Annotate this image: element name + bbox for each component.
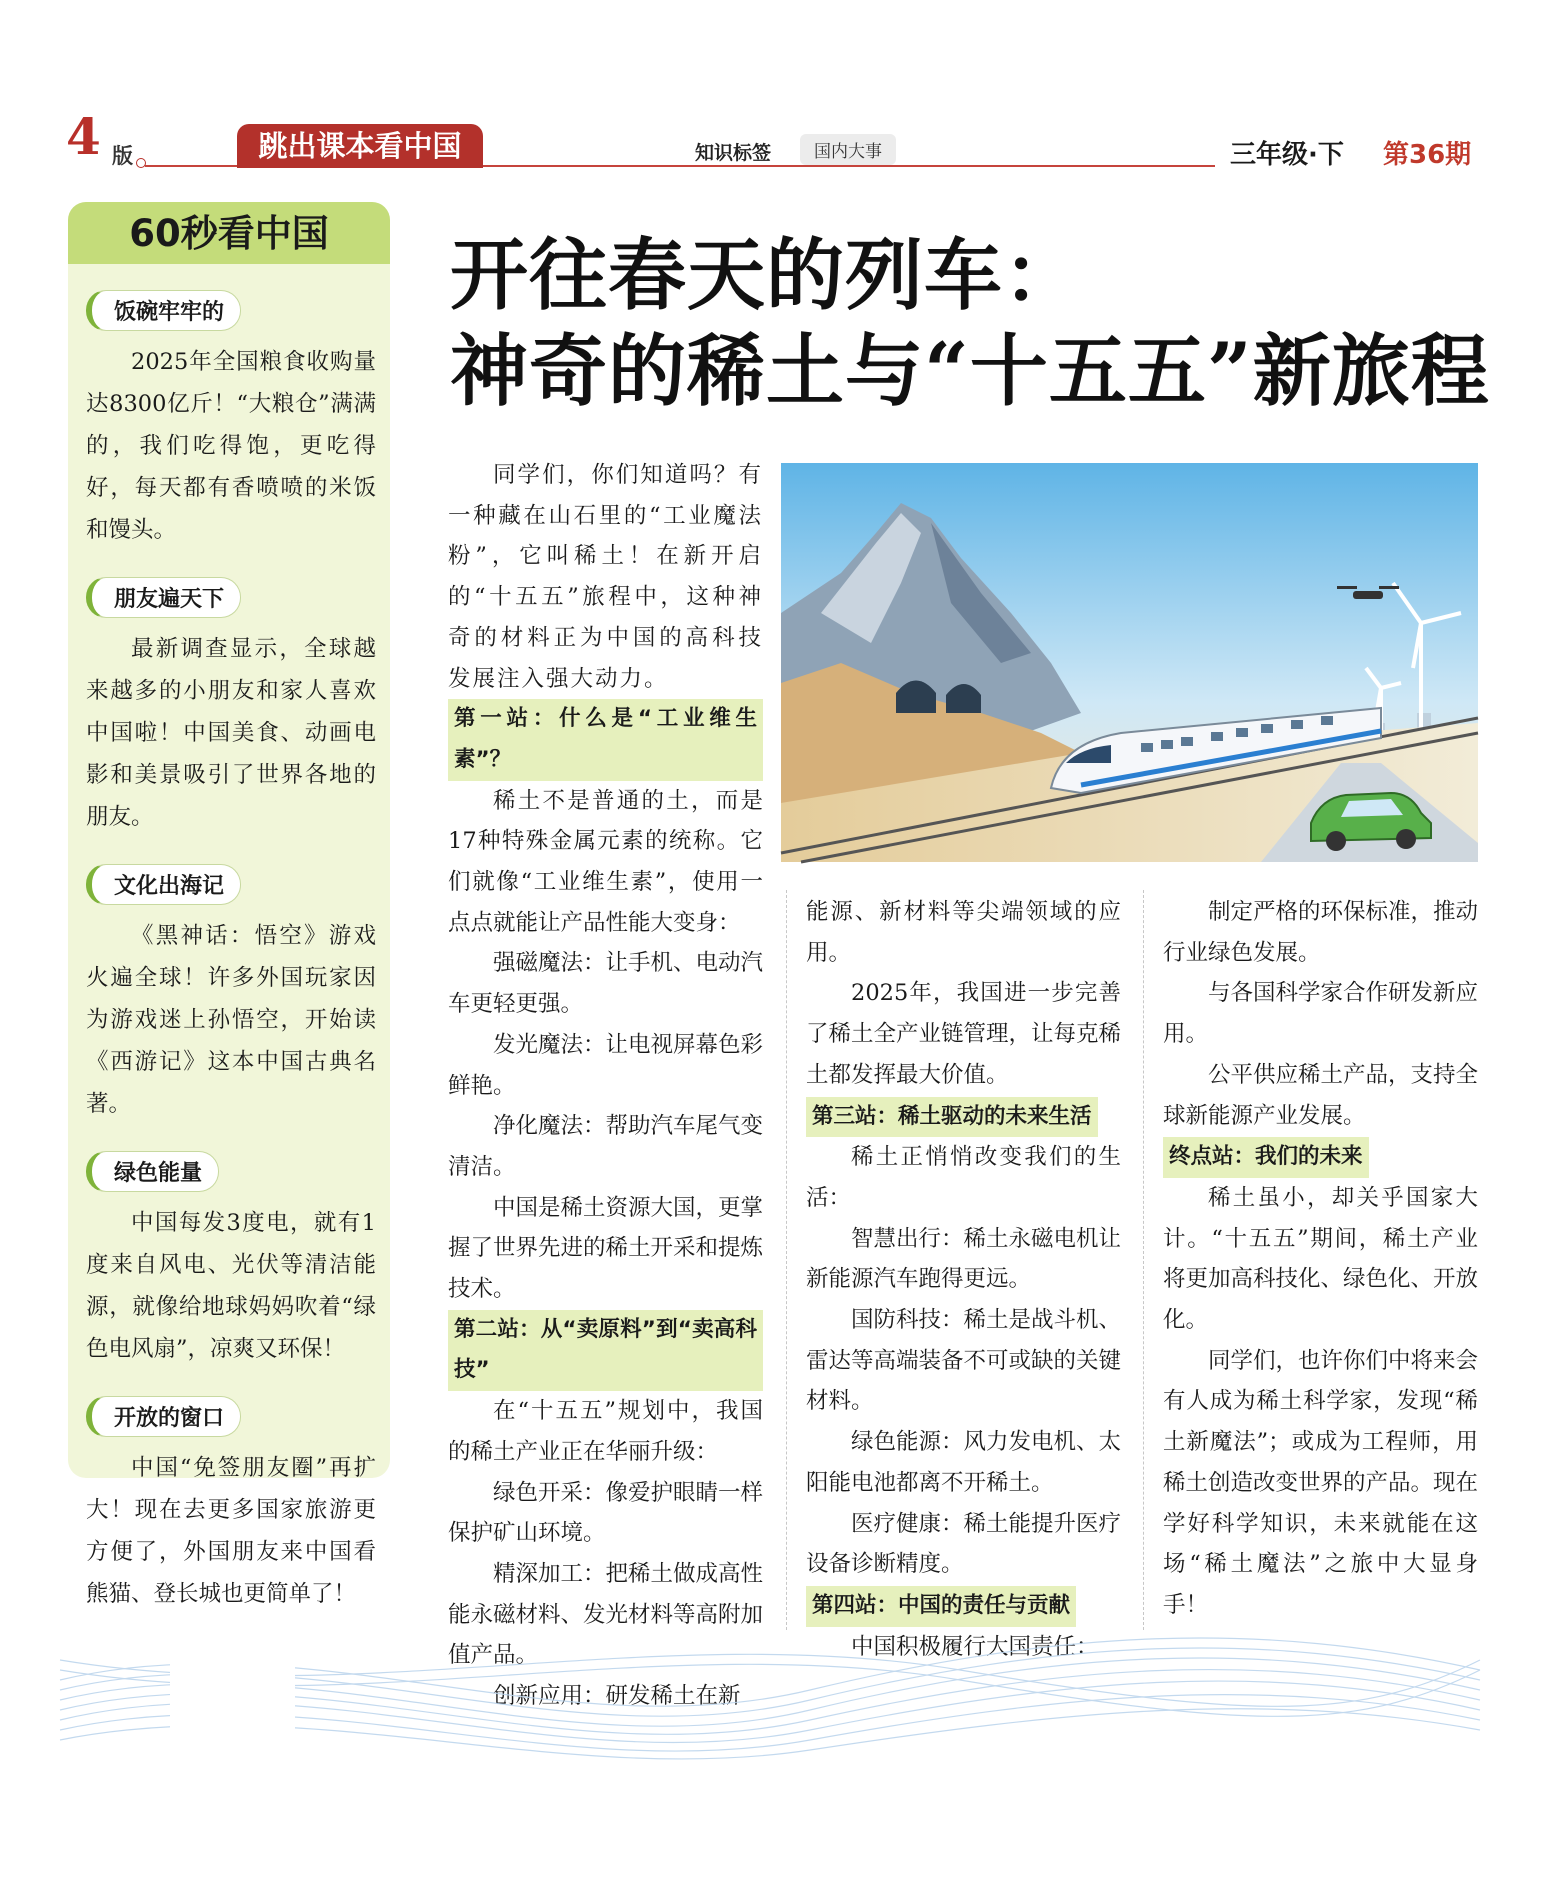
sidebar-title: 60秒看中国 bbox=[68, 202, 390, 264]
station-4-heading: 第四站：中国的责任与贡献 bbox=[806, 1586, 1076, 1627]
sidebar-item-tag: 文化出海记 bbox=[86, 864, 241, 905]
masthead bbox=[0, 0, 1548, 200]
paragraph: 中国是稀土资源大国，更掌握了世界先进的稀土开采和提炼技术。 bbox=[448, 1194, 764, 1303]
page-unit: 版 bbox=[112, 144, 133, 168]
paragraph: 强磁魔法：让手机、电动汽车更轻更强。 bbox=[448, 950, 764, 1018]
paragraph: 绿色开采：像爱护眼睛一样保护矿山环境。 bbox=[448, 1479, 764, 1547]
sidebar-item-text: 中国“免签朋友圈”再扩大！现在去更多国家旅游更方便了，外国朋友来中国看熊猫、登长城也更简单了！ bbox=[86, 1455, 376, 1607]
illustration-svg bbox=[781, 463, 1478, 862]
knowledge-label: 知识标签 bbox=[695, 142, 772, 164]
station-3-heading: 第三站：稀土驱动的未来生活 bbox=[806, 1097, 1098, 1138]
column-divider bbox=[786, 890, 787, 1630]
paragraph: 在“十五五”规划中，我国的稀土产业正在华丽升级： bbox=[448, 1398, 763, 1465]
final-station-heading: 终点站：我们的未来 bbox=[1163, 1137, 1369, 1178]
decorative-waves bbox=[60, 1600, 1480, 1790]
knowledge-tag-chip: 国内大事 bbox=[800, 134, 896, 165]
sidebar-60s-china bbox=[68, 202, 390, 1607]
paragraph-continued: 能源、新材料等尖端领域的应用。 bbox=[806, 899, 1121, 966]
sidebar-item-tag: 朋友遍天下 bbox=[86, 577, 241, 618]
sidebar-item bbox=[68, 1370, 390, 1615]
headline-line-2: 神奇的稀土与“十五五”新旅程 bbox=[450, 326, 1490, 417]
article-headline bbox=[450, 228, 1500, 420]
paragraph: 中国积极履行大国责任： bbox=[851, 1633, 1099, 1660]
headline-line-1: 开往春天的列车： bbox=[450, 230, 1083, 321]
paragraph: 精深加工：把稀土做成高性能永磁材料、发光材料等高附加值产品。 bbox=[448, 1560, 764, 1669]
paragraph: 同学们，也许你们中将来会有人成为稀土科学家，发现“稀土新魔法”；或成为工程师，用稀土创造改变世界的产品。现在学好科学知识，未来就能在这场“稀土魔法”之旅中大显身手！ bbox=[1163, 1347, 1479, 1618]
sidebar-item bbox=[68, 551, 390, 838]
paragraph: 公平供应稀土产品，支持全球新能源产业发展。 bbox=[1163, 1061, 1479, 1129]
paragraph: 稀土正悄悄改变我们的生活： bbox=[806, 1144, 1121, 1211]
sidebar-item-tag: 饭碗牢牢的 bbox=[86, 290, 241, 331]
sidebar-item-text: 2025年全国粮食收购量达8300亿斤！“大粮仓”满满的，我们吃得饱，更吃得好，每天都有香喷喷的米饭和馒头。 bbox=[86, 349, 376, 543]
paragraph: 2025年，我国进一步完善了稀土全产业链管理，让每克稀土都发挥最大价值。 bbox=[806, 980, 1122, 1088]
paragraph: 发光魔法：让电视屏幕色彩鲜艳。 bbox=[448, 1031, 764, 1099]
article-column-1 bbox=[448, 455, 763, 1717]
paragraph: 稀土不是普通的土，而是17种特殊金属元素的统称。它们就像“工业维生素”，使用一点点就能让产品性能大变身： bbox=[448, 787, 763, 936]
article-column-2 bbox=[806, 892, 1121, 1667]
paragraph: 创新应用：研发稀土在新 bbox=[493, 1683, 741, 1710]
paragraph: 国防科技：稀土是战斗机、雷达等高端装备不可或缺的关键材料。 bbox=[806, 1307, 1122, 1415]
sidebar-item-text: 《黑神话：悟空》游戏火遍全球！许多外国玩家因为游戏迷上孙悟空，开始读《西游记》这本中国古典名著。 bbox=[86, 923, 376, 1117]
paragraph: 医疗健康：稀土能提升医疗设备诊断精度。 bbox=[806, 1510, 1122, 1578]
sidebar-item-text: 中国每发3度电，就有1度来自风电、光伏等清洁能源，就像给地球妈妈吹着“绿色电风扇”，凉爽又环保！ bbox=[86, 1210, 376, 1362]
station-1-heading: 第一站：什么是“工业维生素”？ bbox=[448, 699, 763, 780]
paragraph: 稀土虽小，却关乎国家大计。“十五五”期间，稀土产业将更加高科技化、绿色化、开放化。 bbox=[1163, 1184, 1479, 1334]
grade-label: 三年级·下 bbox=[1230, 140, 1344, 170]
sidebar-item bbox=[68, 1125, 390, 1370]
paragraph: 绿色能源：风力发电机、太阳能电池都离不开稀土。 bbox=[806, 1429, 1122, 1496]
paragraph: 与各国科学家合作研发新应用。 bbox=[1163, 980, 1479, 1048]
sidebar-item-tag: 绿色能量 bbox=[86, 1151, 219, 1192]
sidebar-item bbox=[68, 264, 390, 551]
article-column-3 bbox=[1163, 892, 1478, 1626]
train-illustration bbox=[781, 463, 1478, 862]
issue-number: 第36期 bbox=[1383, 140, 1472, 170]
column-name-tab: 跳出课本看中国 bbox=[237, 124, 483, 168]
station-2-heading: 第二站：从“卖原料”到“卖高科技” bbox=[448, 1310, 763, 1391]
paragraph: 制定严格的环保标准，推动行业绿色发展。 bbox=[1163, 899, 1479, 966]
paragraph: 净化魔法：帮助汽车尾气变清洁。 bbox=[448, 1113, 764, 1180]
article-intro: 同学们，你们知道吗？有一种藏在山石里的“工业魔法粉”，它叫稀土！在新开启的“十五五”旅程中，这种神奇的材料正为中国的高科技发展注入强大动力。 bbox=[448, 462, 763, 692]
rule-start-dot bbox=[136, 158, 146, 168]
sidebar-item bbox=[68, 838, 390, 1125]
paragraph: 智慧出行：稀土永磁电机让新能源汽车跑得更远。 bbox=[806, 1225, 1122, 1293]
column-divider bbox=[1143, 890, 1144, 1630]
page-number: 4 bbox=[66, 107, 101, 166]
sidebar-item-tag: 开放的窗口 bbox=[86, 1396, 241, 1437]
sidebar-item-text: 最新调查显示，全球越来越多的小朋友和家人喜欢中国啦！中国美食、动画电影和美景吸引了世界各地的朋友。 bbox=[86, 636, 376, 830]
